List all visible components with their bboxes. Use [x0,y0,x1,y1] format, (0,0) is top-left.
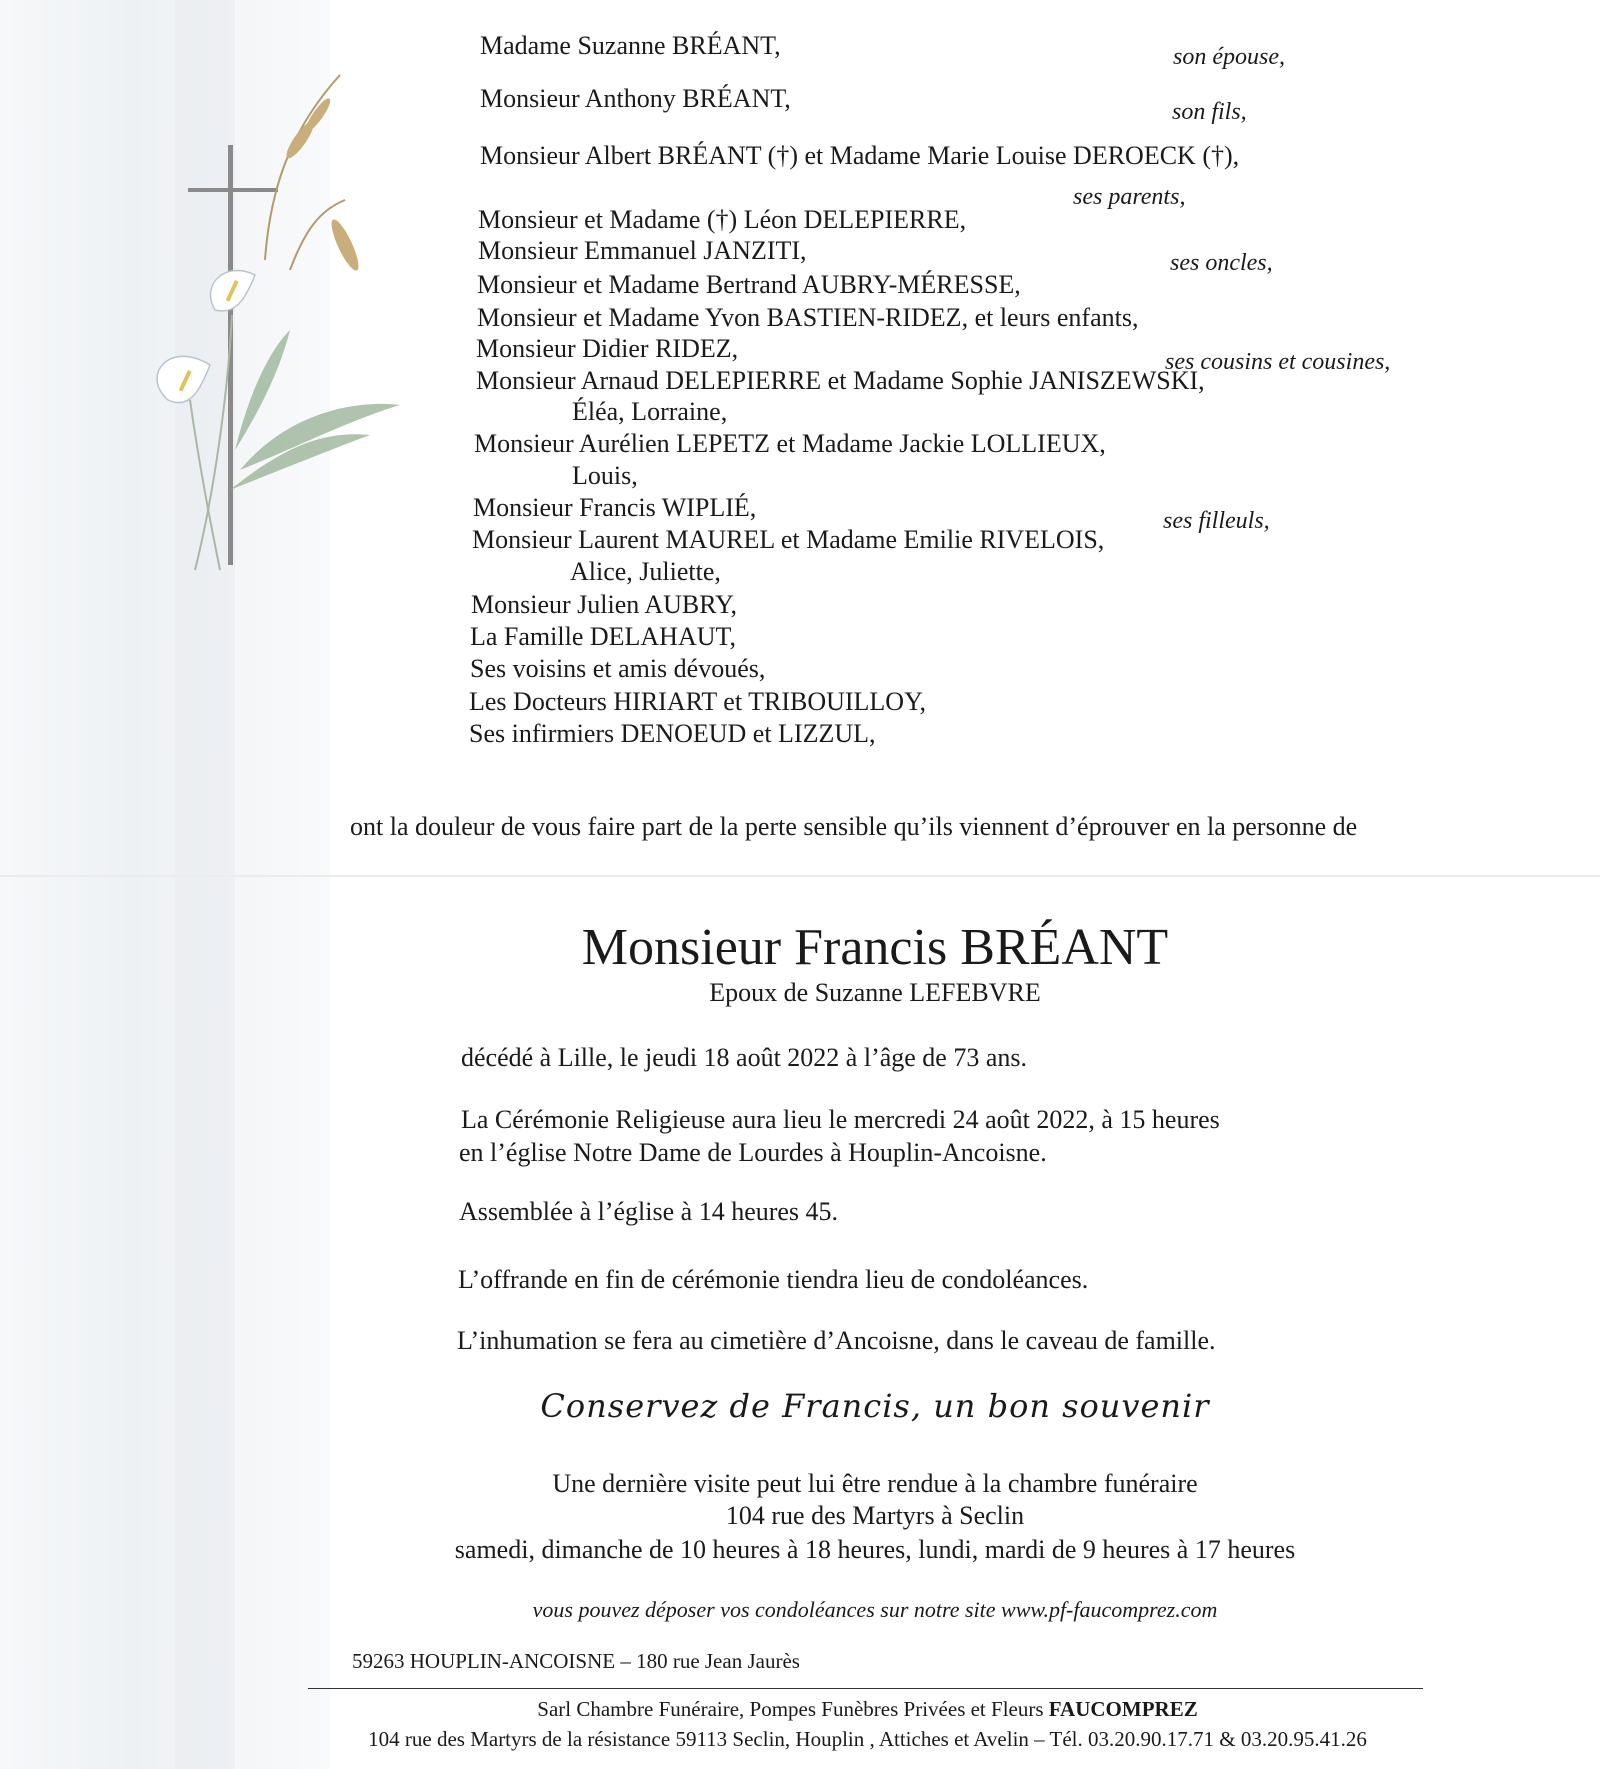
visit-line: Une dernière visite peut lui être rendue à la chambre funéraire [552,1469,1198,1498]
role-label: ses parents, [1073,184,1186,210]
family-line: Les Docteurs HIRIART et TRIBOUILLOY, [469,687,926,716]
family-line: Monsieur Anthony BRÉANT, [480,84,791,113]
family-line: Monsieur Emmanuel JANZITI, [478,236,807,265]
deceased-spouse: Epoux de Suzanne LEFEBVRE [709,978,1041,1007]
detail-line: La Cérémonie Religieuse aura lieu le mercredi 24 août 2022, à 15 heures [461,1105,1220,1134]
announcement-text: ont la douleur de vous faire part de la perte sensible qu’ils viennent d’éprouver en la personne de [350,812,1358,841]
family-line: Louis, [572,461,638,490]
family-line: Monsieur Arnaud DELEPIERRE et Madame Sophie JANISZEWSKI, [476,366,1205,395]
footer-contact: 104 rue des Martyrs de la résistance 59113 Seclin, Houplin , Attiches et Avelin – Tél. 03.20.90.17.71 & 03.20.95.41.26 [368,1727,1367,1751]
detail-line: décédé à Lille, le jeudi 18 août 2022 à l’âge de 73 ans. [461,1043,1028,1072]
family-line: Monsieur Laurent MAUREL et Madame Emilie RIVELOIS, [472,525,1105,554]
footer-divider [308,1688,1423,1689]
detail-line: en l’église Notre Dame de Lourdes à Houplin-Ancoisne. [459,1138,1047,1167]
family-line: Monsieur et Madame Bertrand AUBRY-MÉRESSE, [477,270,1021,299]
cross-icon [188,145,278,565]
family-line: Éléa, Lorraine, [572,397,728,426]
family-line: Ses voisins et amis dévoués, [470,654,766,683]
condolences-website-text: vous pouvez déposer vos condoléances sur notre site www.pf-faucomprez.com [532,1597,1218,1622]
family-line: Monsieur et Madame Yvon BASTIEN-RIDEZ, et leurs enfants, [477,303,1139,332]
wheat-icon [265,75,345,270]
detail-line: L’inhumation se fera au cimetière d’Ancoisne, dans le caveau de famille. [457,1326,1216,1355]
fold-line [0,875,1600,877]
visit-line: samedi, dimanche de 10 heures à 18 heures, lundi, mardi de 9 heures à 17 heures [454,1535,1296,1564]
footer-company [0,1697,1600,1722]
memory-phrase: Conservez de Francis, un bon souvenir [540,1387,1210,1425]
visit-line: 104 rue des Martyrs à Seclin [725,1501,1025,1530]
footer-company-name: FAUCOMPREZ [1048,1697,1198,1721]
family-line: Monsieur Julien AUBRY, [471,590,738,619]
detail-line: Assemblée à l’église à 14 heures 45. [459,1197,839,1226]
family-line: Monsieur Francis WIPLIÉ, [473,493,757,522]
address-text: 59263 HOUPLIN-ANCOISNE – 180 rue Jean Jaurès [352,1649,800,1673]
family-line: Madame Suzanne BRÉANT, [480,31,781,60]
family-line: Monsieur Didier RIDEZ, [476,334,739,363]
family-line: La Famille DELAHAUT, [470,622,736,651]
family-line: Monsieur Albert BRÉANT (†) et Madame Marie Louise DEROECK (†), [480,141,1240,170]
footer-company-prefix: Sarl Chambre Funéraire, Pompes Funèbres Privées et Fleurs [537,1697,1044,1721]
family-line: Monsieur Aurélien LEPETZ et Madame Jackie LOLLIEUX, [474,429,1106,458]
role-label: son épouse, [1173,44,1285,70]
family-line: Alice, Juliette, [570,557,721,586]
deceased-name: Monsieur Francis BRÉANT [581,919,1169,976]
family-line: Ses infirmiers DENOEUD et LIZZUL, [469,719,876,748]
cross-and-lilies-illustration [140,70,420,590]
lily-icon [157,270,255,402]
role-label: son fils, [1172,99,1247,125]
role-label: ses cousins et cousines, [1165,349,1391,375]
family-line: Monsieur et Madame (†) Léon DELEPIERRE, [478,205,967,234]
leaves-icon [230,330,400,490]
role-label: ses filleuls, [1163,508,1270,534]
role-label: ses oncles, [1170,250,1273,276]
detail-line: L’offrande en fin de cérémonie tiendra lieu de condoléances. [458,1265,1089,1294]
